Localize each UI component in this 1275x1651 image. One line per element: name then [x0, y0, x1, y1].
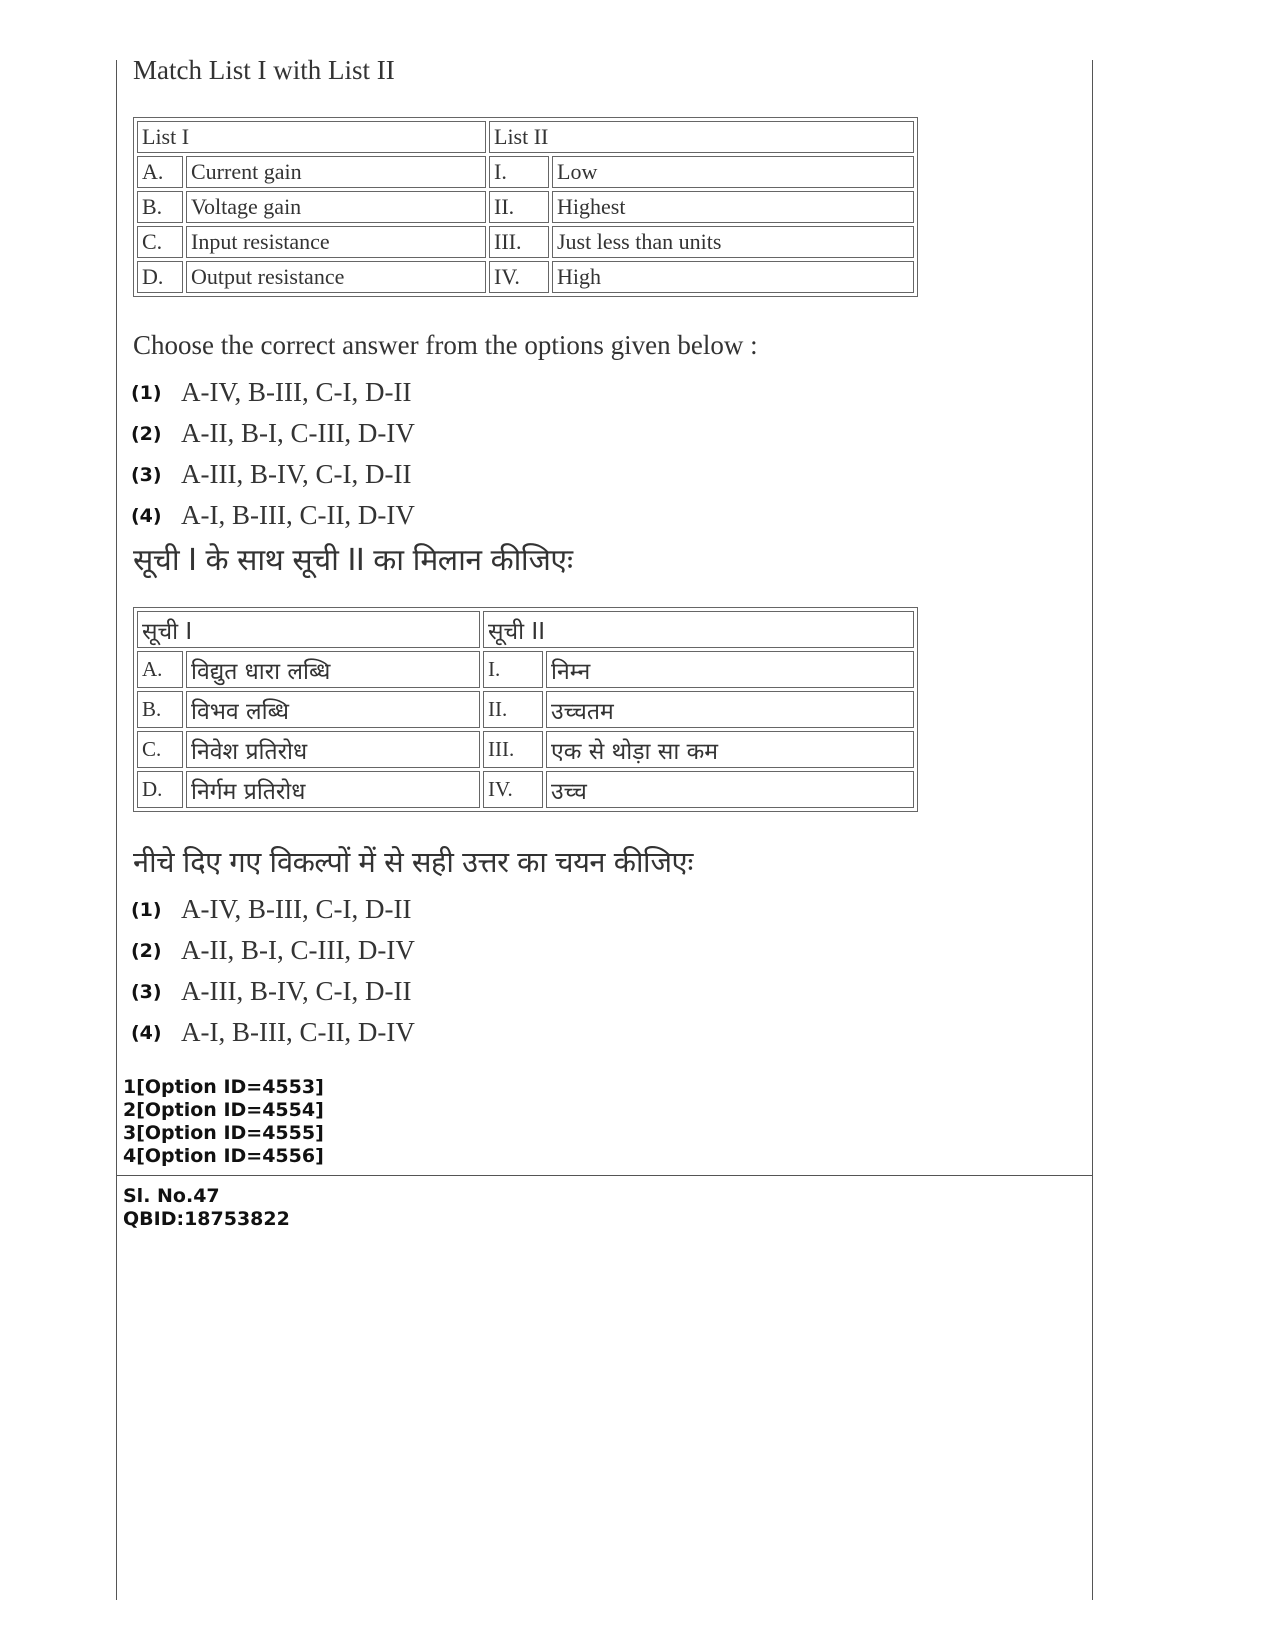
option-text: A-I, B-III, C-II, D-IV: [181, 1017, 415, 1047]
row-roman: II.: [489, 191, 549, 223]
table-row: [137, 771, 914, 808]
option-item: [131, 971, 415, 1012]
row-match: Low: [552, 156, 914, 188]
row-roman: III.: [483, 731, 543, 768]
header-list-2: List II: [489, 121, 914, 153]
option-number: (3): [131, 463, 162, 486]
option-text: A-I, B-III, C-II, D-IV: [181, 500, 415, 530]
row-item: विद्युत धारा लब्धि: [186, 651, 480, 688]
option-id: 1[Option ID=4553]: [123, 1076, 324, 1098]
row-item: Output resistance: [186, 261, 486, 293]
row-match: Just less than units: [552, 226, 914, 258]
option-number: (2): [131, 422, 162, 445]
prompt-english: Match List I with List II: [133, 55, 395, 85]
table-row: [137, 156, 914, 188]
row-match: उच्च: [546, 771, 914, 808]
row-roman: I.: [489, 156, 549, 188]
table-row: [137, 261, 914, 293]
table-header-row: [137, 121, 914, 153]
option-text: A-II, B-I, C-III, D-IV: [181, 418, 415, 448]
row-item: Current gain: [186, 156, 486, 188]
row-item: Voltage gain: [186, 191, 486, 223]
row-letter: C.: [137, 226, 183, 258]
option-id: 3[Option ID=4555]: [123, 1122, 324, 1144]
option-item: [131, 1012, 415, 1053]
serial-number: Sl. No.47: [123, 1185, 220, 1207]
options-english: [131, 372, 415, 536]
row-item: निर्गम प्रतिरोध: [186, 771, 480, 808]
option-item: [131, 889, 415, 930]
row-item: विभव लब्धि: [186, 691, 480, 728]
qbid: QBID:18753822: [123, 1208, 290, 1230]
option-item: [131, 930, 415, 971]
option-text: A-III, B-IV, C-I, D-II: [181, 459, 412, 489]
option-text: A-III, B-IV, C-I, D-II: [181, 976, 412, 1006]
match-table-hindi: [133, 607, 918, 812]
table-row: [137, 191, 914, 223]
match-table-english: [133, 117, 918, 297]
row-roman: II.: [483, 691, 543, 728]
option-number: (3): [131, 980, 162, 1003]
row-letter: A.: [137, 651, 183, 688]
option-item: [131, 413, 415, 454]
prompt-hindi: सूची I के साथ सूची II का मिलान कीजिएः: [133, 543, 573, 578]
table-row: [137, 731, 914, 768]
table-row: [137, 226, 914, 258]
option-id-list: [123, 1076, 324, 1168]
row-match: निम्न: [546, 651, 914, 688]
row-roman: III.: [489, 226, 549, 258]
row-letter: B.: [137, 191, 183, 223]
row-letter: B.: [137, 691, 183, 728]
row-item: Input resistance: [186, 226, 486, 258]
row-match: उच्चतम: [546, 691, 914, 728]
row-letter: A.: [137, 156, 183, 188]
option-number: (4): [131, 504, 162, 527]
option-item: [131, 454, 415, 495]
option-number: (2): [131, 939, 162, 962]
header-list-1: सूची I: [137, 611, 480, 648]
choose-instruction-hindi: नीचे दिए गए विकल्पों में से सही उत्तर का चयन कीजिएः: [133, 845, 693, 879]
row-letter: C.: [137, 731, 183, 768]
right-border-line: [1092, 60, 1093, 1600]
row-match: Highest: [552, 191, 914, 223]
left-border-line: [116, 60, 117, 1600]
table-header-row: [137, 611, 914, 648]
row-roman: IV.: [489, 261, 549, 293]
option-text: A-IV, B-III, C-I, D-II: [181, 894, 412, 924]
table-row: [137, 651, 914, 688]
option-number: (4): [131, 1021, 162, 1044]
question-separator: [116, 1175, 1093, 1176]
option-id: 4[Option ID=4556]: [123, 1145, 324, 1167]
row-roman: IV.: [483, 771, 543, 808]
row-roman: I.: [483, 651, 543, 688]
next-question-meta: [123, 1185, 290, 1231]
option-id: 2[Option ID=4554]: [123, 1099, 324, 1121]
option-number: (1): [131, 381, 162, 404]
option-item: [131, 372, 415, 413]
header-list-2: सूची II: [483, 611, 914, 648]
row-match: एक से थोड़ा सा कम: [546, 731, 914, 768]
table-row: [137, 691, 914, 728]
option-number: (1): [131, 898, 162, 921]
option-text: A-IV, B-III, C-I, D-II: [181, 377, 412, 407]
header-list-1: List I: [137, 121, 486, 153]
row-letter: D.: [137, 771, 183, 808]
choose-instruction-english: Choose the correct answer from the options given below :: [133, 330, 758, 360]
option-text: A-II, B-I, C-III, D-IV: [181, 935, 415, 965]
row-match: High: [552, 261, 914, 293]
options-hindi: [131, 889, 415, 1053]
row-item: निवेश प्रतिरोध: [186, 731, 480, 768]
row-letter: D.: [137, 261, 183, 293]
option-item: [131, 495, 415, 536]
